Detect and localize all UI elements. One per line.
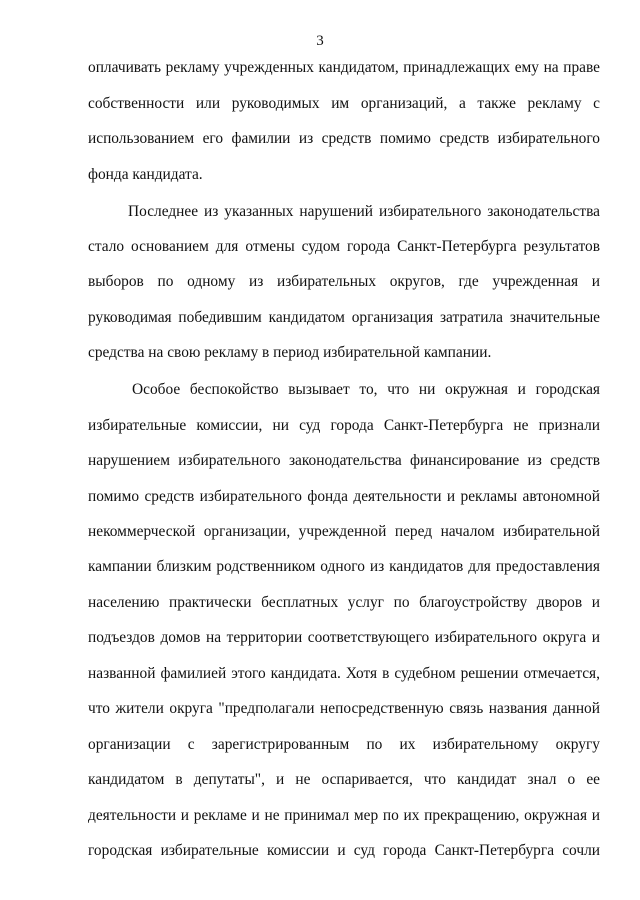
- text-line: использованием его фамилии из средств помимо средств избирательного: [88, 130, 600, 147]
- text-line: оплачивать рекламу учрежденных кандидатом, принадлежащих ему на праве: [88, 59, 600, 76]
- text-line: Особое беспокойство вызывает то, что ни окружная и городская: [132, 381, 600, 398]
- text-line: организации с зарегистрированным по их избирательному округу: [88, 736, 600, 753]
- text-line: некоммерческой организации, учрежденной перед началом избирательной: [88, 523, 600, 540]
- text-line: стало основанием для отмены судом города Санкт-Петербурга результатов: [88, 238, 600, 255]
- text-line: Последнее из указанных нарушений избирательного законодательства: [128, 203, 600, 220]
- text-line: помимо средств избирательного фонда деятельности и рекламы автономной: [88, 488, 600, 505]
- text-line: подъездов домов на территории соответствующего избирательного округа и: [88, 629, 600, 646]
- text-line: кандидатом в депутаты", и не оспаривается, что кандидат знал о ее: [88, 771, 600, 788]
- text-line: деятельности и рекламе и не принимал мер по их прекращению, окружная и: [88, 807, 600, 824]
- text-line: собственности или руководимых им организаций, а также рекламу с: [88, 95, 600, 112]
- text-line: избирательные комиссии, ни суд города Санкт-Петербурга не признали: [88, 417, 600, 434]
- text-line: нарушением избирательного законодательства финансирование из средств: [88, 452, 600, 469]
- text-line: выборов по одному из избирательных округов, где учрежденная и: [88, 273, 600, 290]
- text-line: средства на свою рекламу в период избирательной кампании.: [88, 344, 492, 361]
- text-line: фонда кандидата.: [88, 166, 203, 183]
- text-line: названной фамилией этого кандидата. Хотя в судебном решении отмечается,: [88, 665, 600, 682]
- text-line: кампании близким родственником одного из кандидатов для предоставления: [88, 558, 600, 575]
- text-line: что жители округа "предполагали непосредственную связь названия данной: [88, 700, 600, 717]
- text-line: руководимая победившим кандидатом организация затратила значительные: [88, 309, 600, 326]
- page-number: 3: [316, 33, 324, 49]
- text-line: населению практически бесплатных услуг по благоустройству дворов и: [88, 594, 600, 611]
- text-line: городская избирательные комиссии и суд города Санкт-Петербурга сочли: [88, 842, 600, 859]
